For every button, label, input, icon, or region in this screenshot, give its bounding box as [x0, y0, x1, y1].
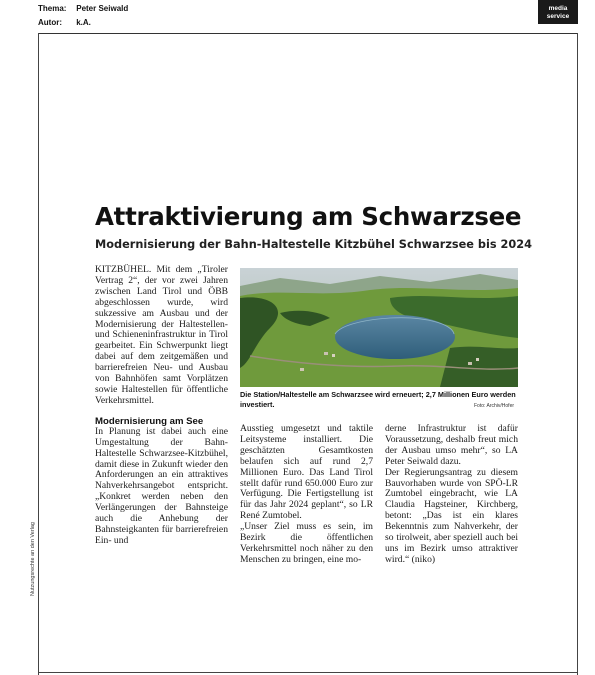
- frame-bottom-rule: [38, 672, 578, 673]
- section-heading: Modernisierung am See: [95, 415, 204, 427]
- rights-note: Nutzungsrechte an den Verlag: [30, 522, 36, 596]
- column-2-paragraph-2: „Unser Ziel muss es sein, im Bezirk die öffentlichen Verkehrsmittel noch näher zu den Menschen zu bringen, eine mo-: [240, 521, 373, 565]
- column-3-paragraph-1: derne Infrastruktur ist dafür Voraussetzung, deshalb freut mich der Ausbau umso mehr“, so LA Peter Seiwald dazu.: [385, 423, 518, 467]
- theme-value: Peter Seiwald: [76, 4, 129, 13]
- article-column-1: [95, 265, 228, 547]
- theme-label: Thema:: [38, 4, 67, 13]
- subheadline: Modernisierung der Bahn-Haltestelle Kitzbühel Schwarzsee bis 2024: [95, 238, 532, 251]
- frame-top-rule: [38, 33, 578, 34]
- article-column-2: [240, 424, 373, 566]
- author-label: Autor:: [38, 18, 62, 27]
- frame-left-rule: [38, 33, 39, 675]
- column-3-paragraph-2: Der Regierungsantrag zu diesem Bauvorhaben wurde von SPÖ-LR Zumtobel eingebracht, wie LA Claudia Hagsteiner, Kirchberg, betont: „Das ist ein klares Bekenntnis zum Nahverkehr, der so tirolweit, aber speziell auch bei uns im Bezirk umso attraktiver wird.“ (niko): [385, 466, 518, 565]
- meta-theme: [38, 4, 128, 14]
- photo-credit: Foto: Archiv/Hofer: [474, 403, 515, 409]
- logo-line-1: media: [548, 5, 568, 12]
- frame-right-rule: [577, 33, 578, 675]
- meta-author: [38, 18, 91, 28]
- lake-photo: [240, 268, 518, 387]
- logo-line-2: service: [546, 13, 570, 20]
- column-2-paragraph-1: Ausstieg umgesetzt und taktile Leitsysteme installiert. Die geschätzten Gesamtkosten belaufen sich auf rund 2,7 Millionen Euro. Das Land Tirol stellt dafür rund 650.000 Euro zur Verfügung. Die Fertigstellung ist für das Jahr 2024 geplant“, so LR René Zumtobel.: [240, 423, 373, 522]
- column-1-body: In Planung ist dabei auch eine Umgestaltung der Bahn-Haltestelle Schwarzsee-Kitzbühel, damit diese in Zukunft wieder den Anforderungen an ein attraktives Nahverkehrsangebot entspricht. „Konkret werden neben den Verlängerungen der Bahnsteige auch die Anhebung der Bahnsteigkanten für barrierefreien Ein- und: [95, 425, 228, 546]
- intro-paragraph: KITZBÜHEL. Mit dem „Tiroler Vertrag 2“, der vor zwei Jahren zwischen Land Tirol und ÖBB abgeschlossen wurde, wird sukzessive am Ausbau und der Modernisierung der Haltestellen- und Schieneninfrastruktur in Tirol gearbeitet. Ein Schwerpunkt liegt dabei auf dem zeitgemäßen und barrierefreien Neu- und Ausbau von Bahnhöfen samt Vorplätzen sowie Haltestellen für öffentliche Verkehrsmittel.: [95, 264, 228, 406]
- photo-caption: Die Station/Haltestelle am Schwarzsee wird erneuert; 2,7 Millionen Euro werden investiert.: [240, 390, 516, 409]
- article-column-3: [385, 424, 518, 566]
- author-value: k.A.: [76, 18, 91, 27]
- headline: Attraktivierung am Schwarzsee: [95, 202, 522, 231]
- media-service-logo: [538, 0, 578, 24]
